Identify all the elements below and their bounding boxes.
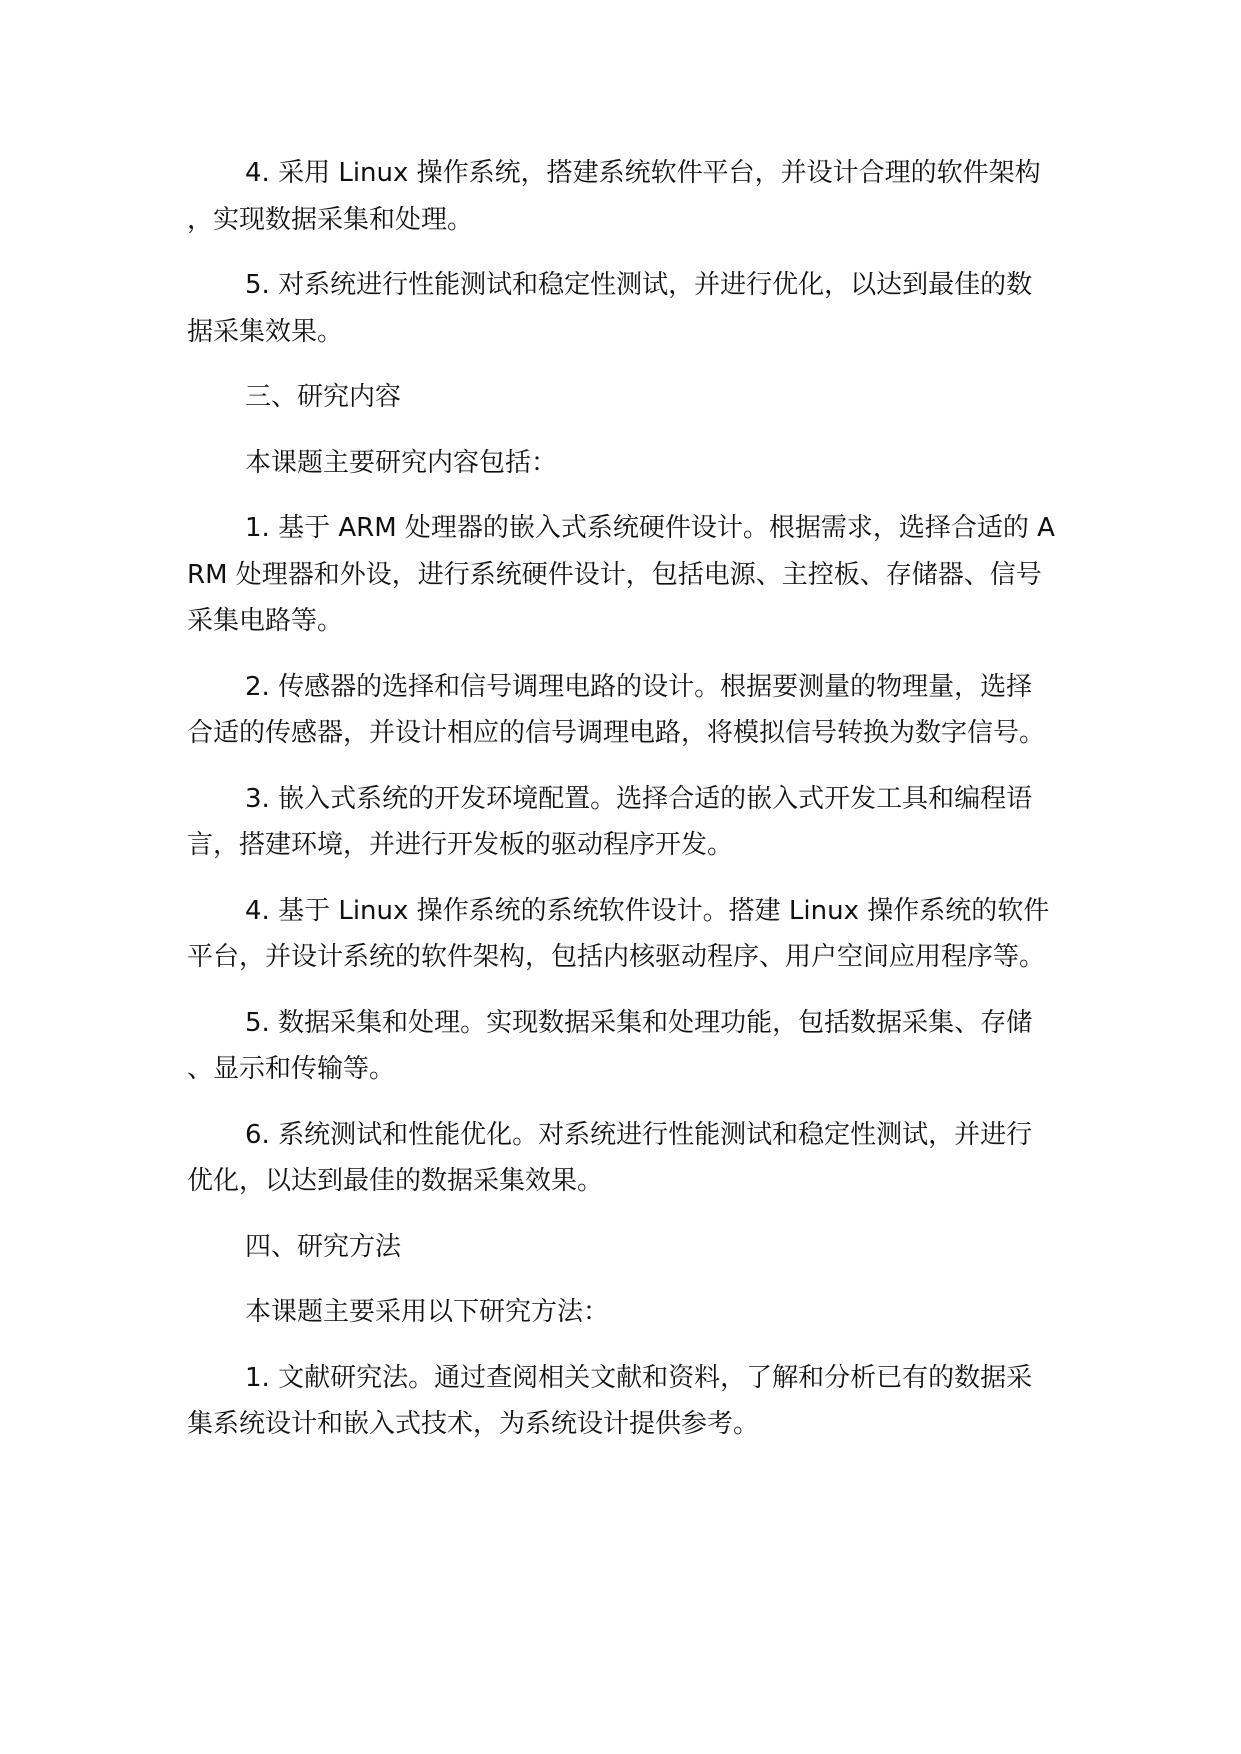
paragraph-content-1: 1. 基于 ARM 处理器的嵌入式系统硬件设计。根据需求，选择合适的 ARM 处理器和外设，进行系统硬件设计，包括电源、主控板、存储器、信号采集电路等。	[187, 513, 1055, 636]
paragraph-content-3: 3. 嵌入式系统的开发环境配置。选择合适的嵌入式开发工具和编程语言，搭建环境，并进行开发板的驱动程序开发。	[187, 783, 1033, 860]
section-heading-research-methods: 四、研究方法	[245, 1231, 402, 1262]
paragraph-content-5: 5. 数据采集和处理。实现数据采集和处理功能，包括数据采集、存储、显示和传输等。	[187, 1007, 1033, 1084]
paragraph-content-2: 2. 传感器的选择和信号调理电路的设计。根据要测量的物理量，选择合适的传感器，并设计相应的信号调理电路，将模拟信号转换为数字信号。	[187, 671, 1046, 748]
paragraph-method-1: 1. 文献研究法。通过查阅相关文献和资料，了解和分析已有的数据采集系统设计和嵌入式技术，为系统设计提供参考。	[187, 1362, 1033, 1439]
paragraph-item-4-software: 4. 采用 Linux 操作系统，搭建系统软件平台，并设计合理的软件架构，实现数据采集和处理。	[187, 158, 1041, 235]
section-heading-research-content: 三、研究内容	[245, 382, 402, 412]
paragraph-content-6: 6. 系统测试和性能优化。对系统进行性能测试和稳定性测试，并进行优化，以达到最佳的数据采集效果。	[187, 1119, 1033, 1196]
paragraph-content-4: 4. 基于 Linux 操作系统的系统软件设计。搭建 Linux 操作系统的软件平台，并设计系统的软件架构，包括内核驱动程序、用户空间应用程序等。	[187, 895, 1050, 972]
document-body	[187, 150, 1057, 1467]
paragraph-methods-intro: 本课题主要采用以下研究方法：	[245, 1297, 610, 1327]
paragraph-content-intro: 本课题主要研究内容包括：	[245, 447, 558, 478]
paragraph-item-5-testing: 5. 对系统进行性能测试和稳定性测试，并进行优化，以达到最佳的数据采集效果。	[187, 270, 1033, 347]
